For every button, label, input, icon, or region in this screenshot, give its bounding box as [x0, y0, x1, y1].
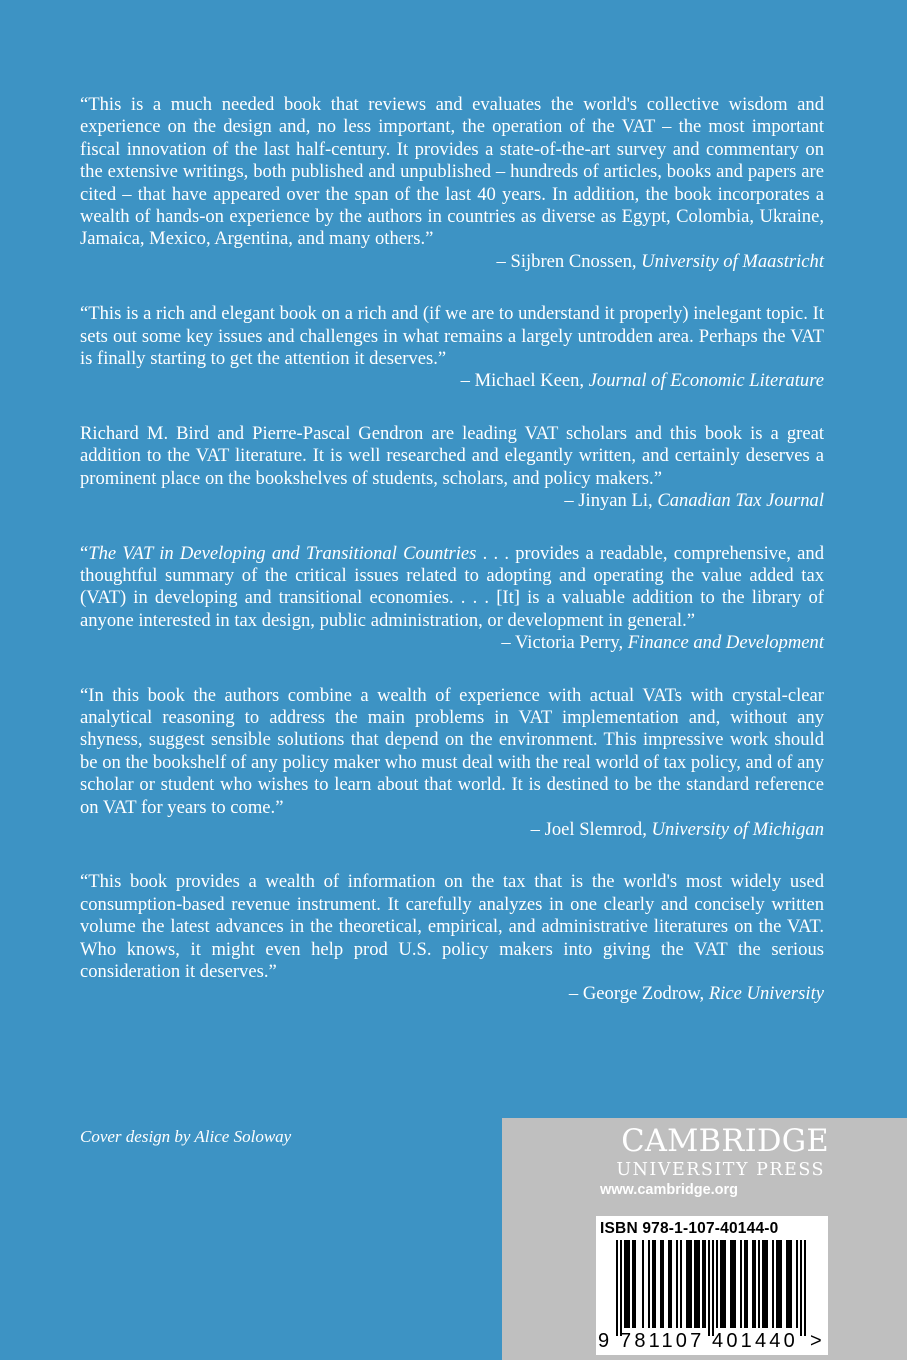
- barcode-bar: [804, 1240, 806, 1336]
- review-affiliation: Finance and Development: [627, 632, 824, 654]
- barcode-bar: [662, 1240, 664, 1328]
- barcode-bar: [668, 1240, 670, 1328]
- review-author: – George Zodrow,: [568, 983, 709, 1005]
- publisher-subtitle: UNIVERSITY PRESS: [616, 1160, 825, 1180]
- barcode-bar: [712, 1240, 714, 1336]
- barcode-bar: [744, 1240, 746, 1328]
- review-attribution: [80, 251, 824, 273]
- barcode-bar: [788, 1240, 790, 1328]
- review-1: [80, 94, 824, 273]
- review-author: – Sijbren Cnossen,: [496, 250, 642, 272]
- barcode-bar: [616, 1240, 618, 1336]
- barcode-bar: [694, 1240, 696, 1328]
- review-affiliation: University of Michigan: [651, 818, 824, 840]
- barcode-bar: [654, 1240, 656, 1328]
- barcode-bar: [708, 1240, 710, 1336]
- barcode-bar: [720, 1240, 722, 1328]
- review-quote: “This is a rich and elegant book on a rich and (if we are to understand it properly) inelegant topic. It sets out some key issues and challenges in what remains a largely untrodden area. Perhaps the VAT is finally starting to get the attention it deserves.”: [80, 303, 824, 370]
- publisher-panel: [502, 1118, 907, 1360]
- barcode-bar: [776, 1240, 778, 1328]
- review-4: [80, 543, 824, 655]
- review-2: [80, 303, 824, 393]
- barcode-bar: [724, 1240, 726, 1328]
- review-quote-text: . . . provides a readable, comprehensive, and thoughtful summary of the critical issues related to adopting and operating the value added tax (VAT) in developing and transitional economies. . . . [It] is a valuable addition to the library of anyone interested in tax design, public administration, or development in general.”: [80, 542, 824, 631]
- barcode-bar: [620, 1240, 622, 1336]
- barcode-bar: [624, 1240, 626, 1328]
- barcode-bar: [698, 1240, 700, 1328]
- review-author: – Michael Keen,: [460, 370, 589, 392]
- barcode-bar: [716, 1240, 718, 1328]
- review-quote: Richard M. Bird and Pierre-Pascal Gendron are leading VAT scholars and this book is a great addition to the VAT literature. It is well researched and elegantly written, and certainly deserves a prominent place on the bookshelves of students, scholars, and policy makers.”: [80, 422, 824, 489]
- barcode-digits: [596, 1330, 828, 1352]
- barcode-marker: >: [810, 1330, 822, 1352]
- barcode-bar: [670, 1240, 672, 1328]
- isbn-label: ISBN 978-1-107-40144-0: [600, 1220, 779, 1237]
- barcode-bar: [704, 1240, 706, 1328]
- barcode-bar: [772, 1240, 774, 1328]
- barcode-bar: [754, 1240, 756, 1328]
- barcode-bar: [660, 1240, 662, 1328]
- review-author: – Jinyan Li,: [564, 490, 658, 512]
- review-author: – Victoria Perry,: [501, 632, 628, 654]
- review-author: – Joel Slemrod,: [530, 818, 652, 840]
- review-quote: “This is a much needed book that reviews and evaluates the world's collective wisdom and experience on the design and, no less important, the operation of the VAT – the most important fiscal innovation of the last half-century. It provides a state-of-the-art survey and commentary on the extensive writings, both published and unpublished – hundreds of articles, books and papers are cited – that have appeared over the span of the last 40 years. In addition, the book incorporates a wealth of hands-on experience by the authors in countries as diverse as Egypt, Colombia, Ukraine, Jamaica, Mexico, Argentina, and many others.”: [80, 94, 824, 250]
- reviews-column: [80, 94, 824, 1036]
- barcode-bar: [778, 1240, 780, 1328]
- barcode-bar: [752, 1240, 754, 1328]
- barcode-bar: [634, 1240, 636, 1328]
- barcode-bar: [786, 1240, 788, 1328]
- review-3: [80, 423, 824, 513]
- review-attribution: [80, 370, 824, 392]
- barcode-bar: [730, 1240, 732, 1328]
- review-attribution: [80, 983, 824, 1005]
- review-6: [80, 871, 824, 1005]
- review-quote: “In this book the authors combine a wealth of experience with actual VATs with crystal-clear analytical reasoning to address the main problems in VAT implementation and, without any shyness, suggest sensible solutions that depend on the environment. This impressive work should be on the bookshelf of any policy maker who must deal with the real world of tax policy, and of any scholar or student who wishes to learn about that world. It is destined to be the standard reference on VAT for years to come.”: [80, 684, 824, 818]
- barcode-bar: [780, 1240, 782, 1328]
- barcode-bar: [796, 1240, 798, 1328]
- barcode-bar: [626, 1240, 628, 1328]
- barcode-bar: [762, 1240, 764, 1328]
- barcode-bar: [732, 1240, 734, 1328]
- barcode-bar: [696, 1240, 698, 1328]
- barcode-bar: [690, 1240, 692, 1328]
- barcode-bar: [790, 1240, 792, 1328]
- book-title: The VAT in Developing and Transitional Countries: [88, 542, 477, 564]
- barcode-left-digits: 781107: [620, 1330, 705, 1352]
- barcode-bar: [766, 1240, 768, 1328]
- review-attribution: [80, 490, 824, 512]
- publisher-url: www.cambridge.org: [600, 1182, 739, 1198]
- barcode-bar: [688, 1240, 690, 1328]
- barcode-bar: [680, 1240, 682, 1328]
- barcode-bar: [746, 1240, 748, 1328]
- review-quote: “The VAT in Developing and Transitional Countries . . . provides a readable, comprehensive, and thoughtful summary of the critical issues related to adopting and operating the value added tax (VAT) in developing and transitional economies. . . . [It] is a valuable addition to the library of anyone interested in tax design, public administration, or development in general.”: [80, 542, 824, 631]
- barcode-bar: [686, 1240, 688, 1328]
- barcode-bar: [758, 1240, 760, 1328]
- publisher-name: CAMBRIDGE: [621, 1124, 829, 1159]
- review-affiliation: Canadian Tax Journal: [657, 490, 824, 512]
- review-5: [80, 685, 824, 842]
- barcode-bar: [800, 1240, 802, 1336]
- review-attribution: [80, 632, 824, 654]
- barcode-bar: [722, 1240, 724, 1328]
- barcode-bars: [604, 1240, 820, 1336]
- barcode-bar: [628, 1240, 630, 1328]
- barcode-bar: [734, 1240, 736, 1328]
- barcode-bar: [632, 1240, 634, 1328]
- barcode-bar: [642, 1240, 644, 1328]
- barcode-bar: [676, 1240, 678, 1328]
- barcode-bar: [652, 1240, 654, 1328]
- cover-credit: Cover design by Alice Soloway: [80, 1127, 292, 1146]
- review-affiliation: Rice University: [708, 983, 824, 1005]
- barcode-bar: [764, 1240, 766, 1328]
- review-quote: “This book provides a wealth of information on the tax that is the world's most widely used consumption-based revenue instrument. It carefully analyzes in one clearly and concisely written volume the latest advances in the theoretical, empirical, and administrative literatures on the VAT. Who knows, it might even help prod U.S. policy makers into giving the VAT the serious consideration it deserves.”: [80, 871, 824, 982]
- barcode-lead-digit: 9: [598, 1330, 610, 1352]
- review-affiliation: University of Maastricht: [641, 250, 824, 272]
- barcode-bar: [702, 1240, 704, 1328]
- review-attribution: [80, 819, 824, 841]
- barcode: [596, 1216, 828, 1355]
- barcode-bar: [648, 1240, 650, 1328]
- barcode-bar: [740, 1240, 742, 1328]
- barcode-right-digits: 401440: [712, 1330, 798, 1352]
- review-affiliation: Journal of Economic Literature: [588, 370, 824, 392]
